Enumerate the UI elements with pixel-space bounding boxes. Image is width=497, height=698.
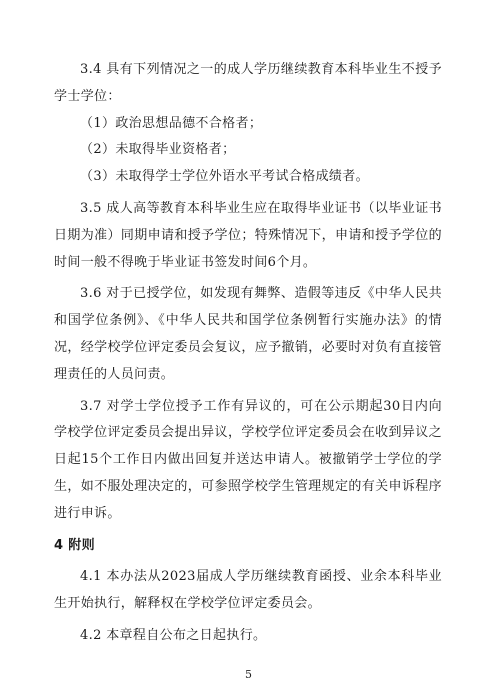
- document-body: [54, 57, 442, 650]
- section-4-heading: 4 附则: [54, 537, 95, 553]
- clause-3-6: 3.6 对于已授学位，如发现有舞弊、造假等违反《中华人民共和国学位条例》、《中华人民共和国学位条例暂行实施办法》的情况，经学校学位评定委员会复议，应予撤销，必要时对负有直接管理责任的人员问责。: [54, 286, 442, 382]
- page-number: 5: [245, 668, 252, 681]
- clause-3-4-item-2: （2）未取得毕业资格者；: [80, 142, 236, 158]
- clause-3-5: 3.5 成人高等教育本科毕业生应在取得毕业证书（以毕业证书日期为准）同期申请和授予学位；特殊情况下，申请和授予学位的时间一般不得晚于毕业证书签发时间6个月。: [54, 200, 442, 270]
- clause-3-7: 3.7 对学士学位授予工作有异议的，可在公示期起30日内向学校学位评定委员会提出异议，学校学位评定委员会在收到异议之日起15个工作日内做出回复并送达申请人。被撤销学士学位的学生，如不服处理决定的，可参照学校学生管理规定的有关申诉程序进行申诉。: [54, 398, 442, 521]
- clause-4-1: 4.1 本办法从2023届成人学历继续教育函授、业余本科毕业生开始执行，解释权在学校学位评定委员会。: [54, 569, 442, 612]
- clause-3-4: 3.4 具有下列情况之一的成人学历继续教育本科毕业生不授予学士学位：: [54, 62, 442, 104]
- clause-3-4-item-3: （3）未取得学士学位外语水平考试合格成绩者。: [80, 169, 369, 185]
- clause-3-4-item-1: （1）政治思想品德不合格者；: [80, 115, 263, 131]
- clause-4-2: 4.2 本章程自公布之日起执行。: [80, 627, 267, 643]
